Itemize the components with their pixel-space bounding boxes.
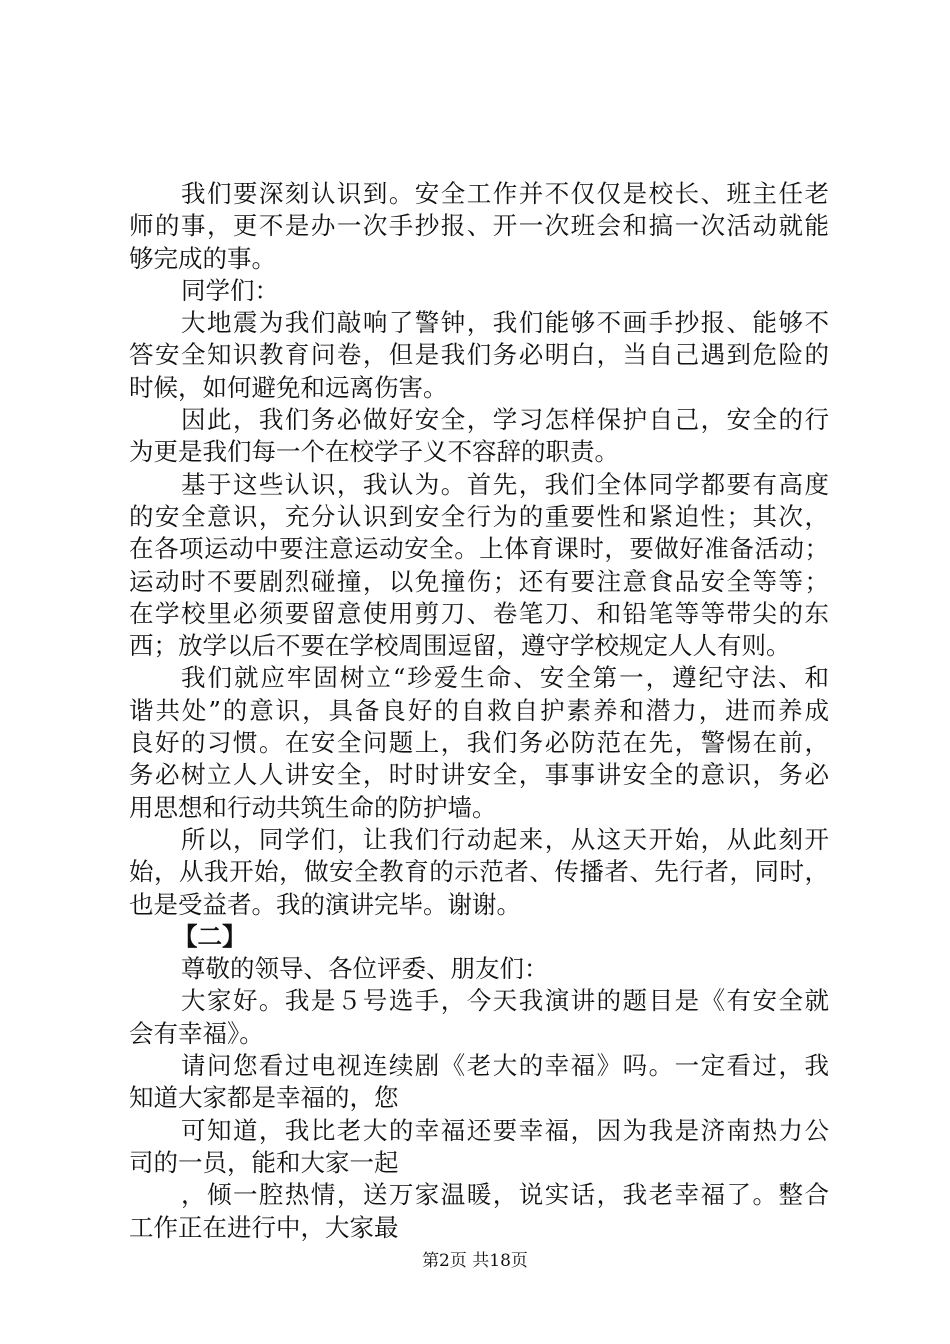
text-line: 也是受益者。我的演讲完毕。谢谢。 <box>129 889 521 919</box>
text-line: 西；放学以后不要在学校周围逗留，遵守学校规定人人有则。 <box>129 631 791 661</box>
section-heading: 【二】 <box>173 921 247 951</box>
text-line: 大家好。我是５号选手，今天我演讲的题目是《有安全就 <box>181 986 829 1016</box>
text-line: 知道大家都是幸福的，您 <box>129 1083 399 1113</box>
text-line: 基于这些认识，我认为。首先，我们全体同学都要有高度 <box>181 469 829 499</box>
text-line: 大地震为我们敲响了警钟，我们能够不画手抄报、能够不 <box>181 308 829 338</box>
text-line: 时候，如何避免和远离伤害。 <box>129 372 448 402</box>
text-line: 用思想和行动共筑生命的防护墙。 <box>129 792 497 822</box>
text-line: 运动时不要剧烈碰撞，以免撞伤；还有要注意食品安全等等； <box>129 566 829 596</box>
text-line: 同学们： <box>181 275 279 305</box>
text-line: 会有幸福》。 <box>129 1018 264 1048</box>
text-line: 为更是我们每一个在校学子义不容辞的职责。 <box>129 437 619 467</box>
text-line: 请问您看过电视连续剧《老大的幸福》吗。一定看过，我 <box>181 1051 829 1081</box>
text-line: 答安全知识教育问卷，但是我们务必明白，当自己遇到危险的 <box>129 340 829 370</box>
text-line: 的安全意识，充分认识到安全行为的重要性和紧迫性；其次， <box>129 501 829 531</box>
text-line: 可知道，我比老大的幸福还要幸福，因为我是济南热力公 <box>181 1115 829 1145</box>
text-line: 在各项运动中要注意运动安全。上体育课时，要做好准备活动； <box>129 534 829 564</box>
text-line: 在学校里必须要留意使用剪刀、卷笔刀、和铅笔等等带尖的东 <box>129 598 829 628</box>
text-line: 够完成的事。 <box>129 243 276 273</box>
page-footer: 第2页 共18页 <box>422 1251 528 1271</box>
text-line: ，倾一腔热情，送万家温暖，说实话，我老幸福了。整合 <box>181 1180 829 1210</box>
text-line: 工作正在进行中，大家最 <box>129 1212 399 1242</box>
text-line: 尊敬的领导、各位评委、朋友们： <box>181 954 549 984</box>
document-body <box>129 178 829 1244</box>
text-line: 谐共处”的意识，具备良好的自救自护素养和潜力，进而养成 <box>129 695 829 725</box>
text-line: 所以，同学们，让我们行动起来，从这天开始，从此刻开 <box>181 824 829 854</box>
text-line: 始，从我开始，做安全教育的示范者、传播者、先行者，同时， <box>129 857 829 887</box>
text-line: 我们就应牢固树立“珍爱生命、安全第一，遵纪守法、和 <box>181 663 829 693</box>
text-line: 司的一员，能和大家一起 <box>129 1147 399 1177</box>
text-line: 师的事，更不是办一次手抄报、开一次班会和搞一次活动就能 <box>129 211 829 241</box>
text-line: 良好的习惯。在安全问题上，我们务必防范在先，警惕在前， <box>129 728 829 758</box>
text-line: 务必树立人人讲安全，时时讲安全，事事讲安全的意识，务必 <box>129 760 829 790</box>
text-line: 因此，我们务必做好安全，学习怎样保护自己，安全的行 <box>181 405 829 435</box>
text-line: 我们要深刻认识到。安全工作并不仅仅是校长、班主任老 <box>181 179 829 208</box>
